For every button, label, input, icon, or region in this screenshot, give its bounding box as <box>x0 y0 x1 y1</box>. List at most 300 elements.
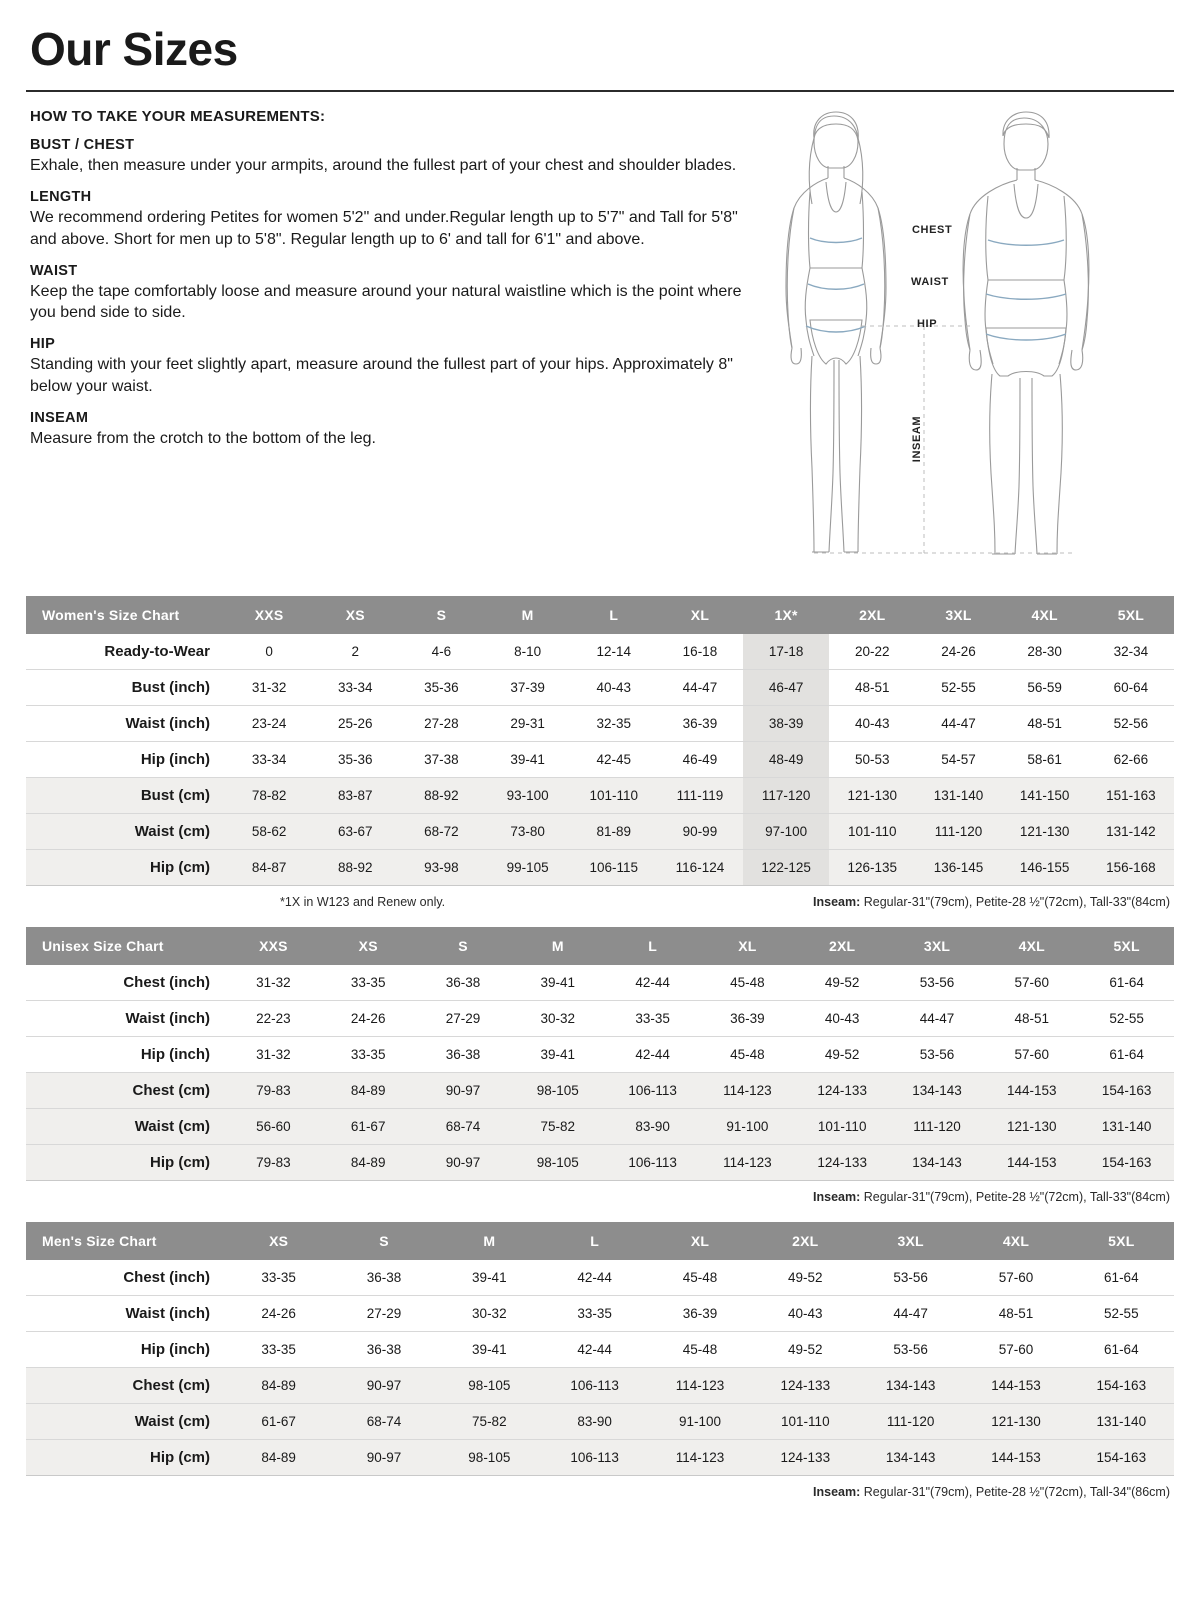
cell: 136-145 <box>915 850 1001 886</box>
measurement-title: LENGTH <box>30 189 92 206</box>
table-row <box>26 706 1174 742</box>
table-row <box>26 1037 1174 1073</box>
inseam-note-text: Regular-31"(79cm), Petite-28 ½"(72cm), Tall-33"(84cm) <box>860 895 1170 909</box>
cell: 52-55 <box>1069 1296 1174 1332</box>
cell: 49-52 <box>753 1332 858 1368</box>
figure-label-waist: WAIST <box>911 276 949 288</box>
cell: 144-153 <box>984 1073 1079 1109</box>
cell: 78-82 <box>226 778 312 814</box>
measurement-title: WAIST <box>30 262 78 279</box>
cell: 12-14 <box>571 634 657 670</box>
row-label: Waist (cm) <box>26 814 226 850</box>
cell: 126-135 <box>829 850 915 886</box>
table-row <box>26 1296 1174 1332</box>
cell: 114-123 <box>700 1073 795 1109</box>
cell: 32-34 <box>1088 634 1174 670</box>
cell: 146-155 <box>1002 850 1088 886</box>
cell: 101-110 <box>571 778 657 814</box>
body-figures-illustration <box>774 108 1174 578</box>
table-row <box>26 1260 1174 1296</box>
cell: 98-105 <box>437 1368 542 1404</box>
cell: 97-100 <box>743 814 829 850</box>
inseam-note-text: Regular-31"(79cm), Petite-28 ½"(72cm), Tall-33"(84cm) <box>860 1190 1170 1204</box>
cell: 33-35 <box>542 1296 647 1332</box>
cell: 53-56 <box>858 1332 963 1368</box>
cell: 83-90 <box>605 1109 700 1145</box>
row-label: Chest (cm) <box>26 1368 226 1404</box>
row-label: Waist (cm) <box>26 1404 226 1440</box>
inseam-note <box>813 895 1170 909</box>
cell: 84-89 <box>226 1440 331 1476</box>
column-header: 1X* <box>743 596 829 634</box>
measurement-block-hip <box>30 336 764 397</box>
cell: 42-44 <box>605 965 700 1001</box>
column-header: 3XL <box>890 927 985 965</box>
cell: 2 <box>312 634 398 670</box>
cell: 68-74 <box>331 1404 436 1440</box>
cell: 106-113 <box>542 1368 647 1404</box>
cell: 4-6 <box>398 634 484 670</box>
cell: 61-64 <box>1079 1037 1174 1073</box>
column-header: 2XL <box>829 596 915 634</box>
cell: 27-28 <box>398 706 484 742</box>
cell: 39-41 <box>437 1260 542 1296</box>
table-row <box>26 1001 1174 1037</box>
cell: 61-67 <box>226 1404 331 1440</box>
figure-label-chest: CHEST <box>912 224 953 236</box>
cell: 54-57 <box>915 742 1001 778</box>
footnote: *1X in W123 and Renew only. <box>280 895 446 909</box>
cell: 45-48 <box>647 1332 752 1368</box>
cell: 116-124 <box>657 850 743 886</box>
cell: 52-55 <box>1079 1001 1174 1037</box>
cell: 45-48 <box>700 965 795 1001</box>
column-header: XXS <box>226 596 312 634</box>
cell: 17-18 <box>743 634 829 670</box>
unisex-size-chart <box>26 927 1174 1204</box>
unisex-chart-notes <box>26 1190 1174 1204</box>
cell: 111-119 <box>657 778 743 814</box>
cell: 37-39 <box>485 670 571 706</box>
cell: 52-56 <box>1088 706 1174 742</box>
cell: 61-64 <box>1069 1260 1174 1296</box>
instructions-heading: HOW TO TAKE YOUR MEASUREMENTS: <box>30 108 326 125</box>
measurement-title: BUST / CHEST <box>30 137 135 153</box>
cell: 154-163 <box>1079 1145 1174 1181</box>
womens-size-table <box>26 596 1174 886</box>
top-section <box>26 108 1174 578</box>
cell: 33-35 <box>226 1260 331 1296</box>
row-label: Waist (cm) <box>26 1109 226 1145</box>
table-row <box>26 1145 1174 1181</box>
column-header: 3XL <box>858 1222 963 1260</box>
table-row <box>26 850 1174 886</box>
column-header: S <box>398 596 484 634</box>
cell: 62-66 <box>1088 742 1174 778</box>
cell: 106-113 <box>605 1145 700 1181</box>
cell: 53-56 <box>858 1260 963 1296</box>
cell: 84-87 <box>226 850 312 886</box>
cell: 33-35 <box>226 1332 331 1368</box>
cell: 101-110 <box>753 1404 858 1440</box>
table-row <box>26 1073 1174 1109</box>
column-header: XL <box>700 927 795 965</box>
measurement-block-bust <box>30 137 764 176</box>
cell: 8-10 <box>485 634 571 670</box>
cell: 20-22 <box>829 634 915 670</box>
cell: 35-36 <box>398 670 484 706</box>
cell: 24-26 <box>226 1296 331 1332</box>
cell: 27-29 <box>331 1296 436 1332</box>
column-header: XS <box>312 596 398 634</box>
column-header: 4XL <box>984 927 1079 965</box>
cell: 36-39 <box>657 706 743 742</box>
cell: 61-67 <box>321 1109 416 1145</box>
cell: 56-60 <box>226 1109 321 1145</box>
cell: 156-168 <box>1088 850 1174 886</box>
cell: 38-39 <box>743 706 829 742</box>
cell: 101-110 <box>829 814 915 850</box>
cell: 49-52 <box>795 1037 890 1073</box>
cell: 49-52 <box>795 965 890 1001</box>
table-row <box>26 1368 1174 1404</box>
cell: 84-89 <box>321 1073 416 1109</box>
cell: 121-130 <box>963 1404 1068 1440</box>
cell: 131-140 <box>1079 1109 1174 1145</box>
column-header: 5XL <box>1069 1222 1174 1260</box>
cell: 154-163 <box>1079 1073 1174 1109</box>
column-header: M <box>485 596 571 634</box>
column-header: 4XL <box>963 1222 1068 1260</box>
figure-label-inseam: INSEAM <box>911 415 924 463</box>
cell: 131-142 <box>1088 814 1174 850</box>
inseam-note-label: Inseam: <box>813 1190 861 1204</box>
cell: 106-113 <box>605 1073 700 1109</box>
cell: 88-92 <box>312 850 398 886</box>
cell: 124-133 <box>753 1440 858 1476</box>
cell: 49-52 <box>753 1260 858 1296</box>
measurement-block-waist <box>30 263 764 324</box>
cell: 68-72 <box>398 814 484 850</box>
cell: 144-153 <box>963 1368 1068 1404</box>
column-header: S <box>331 1222 436 1260</box>
row-label: Hip (cm) <box>26 850 226 886</box>
cell: 45-48 <box>647 1260 752 1296</box>
cell: 79-83 <box>226 1145 321 1181</box>
womens-size-chart <box>26 596 1174 909</box>
column-header: M <box>437 1222 542 1260</box>
table-row <box>26 670 1174 706</box>
cell: 40-43 <box>571 670 657 706</box>
cell: 91-100 <box>700 1109 795 1145</box>
cell: 114-123 <box>647 1368 752 1404</box>
cell: 31-32 <box>226 965 321 1001</box>
cell: 32-35 <box>571 706 657 742</box>
cell: 31-32 <box>226 1037 321 1073</box>
cell: 93-98 <box>398 850 484 886</box>
cell: 48-49 <box>743 742 829 778</box>
cell: 39-41 <box>510 965 605 1001</box>
measurement-block-length <box>30 189 764 250</box>
chart-title: Men's Size Chart <box>26 1222 226 1260</box>
row-label: Chest (inch) <box>26 1260 226 1296</box>
table-row <box>26 965 1174 1001</box>
cell: 63-67 <box>312 814 398 850</box>
cell: 25-26 <box>312 706 398 742</box>
cell: 39-41 <box>510 1037 605 1073</box>
cell: 90-99 <box>657 814 743 850</box>
cell: 111-120 <box>858 1404 963 1440</box>
cell: 44-47 <box>890 1001 985 1037</box>
cell: 48-51 <box>984 1001 1079 1037</box>
cell: 48-51 <box>963 1296 1068 1332</box>
cell: 91-100 <box>647 1404 752 1440</box>
column-header: L <box>571 596 657 634</box>
cell: 75-82 <box>510 1109 605 1145</box>
chart-title: Women's Size Chart <box>26 596 226 634</box>
cell: 48-51 <box>829 670 915 706</box>
table-header-row <box>26 596 1174 634</box>
cell: 40-43 <box>753 1296 858 1332</box>
unisex-size-table <box>26 927 1174 1181</box>
column-header: 3XL <box>915 596 1001 634</box>
body-figures <box>774 108 1174 578</box>
cell: 57-60 <box>963 1260 1068 1296</box>
cell: 36-38 <box>331 1260 436 1296</box>
cell: 33-34 <box>312 670 398 706</box>
cell: 36-38 <box>416 1037 511 1073</box>
column-header: 5XL <box>1079 927 1174 965</box>
column-header: XS <box>321 927 416 965</box>
table-row <box>26 742 1174 778</box>
cell: 101-110 <box>795 1109 890 1145</box>
inseam-note-label: Inseam: <box>813 895 861 909</box>
cell: 22-23 <box>226 1001 321 1037</box>
measurement-instructions <box>26 108 764 462</box>
row-label: Waist (inch) <box>26 706 226 742</box>
cell: 53-56 <box>890 1037 985 1073</box>
table-header-row <box>26 1222 1174 1260</box>
cell: 90-97 <box>416 1073 511 1109</box>
cell: 45-48 <box>700 1037 795 1073</box>
cell: 46-49 <box>657 742 743 778</box>
cell: 61-64 <box>1069 1332 1174 1368</box>
cell: 29-31 <box>485 706 571 742</box>
measurement-text: Standing with your feet slightly apart, measure around the fullest part of your hips. Approximately 8" below your waist. <box>30 356 733 395</box>
row-label: Hip (inch) <box>26 1332 226 1368</box>
cell: 42-44 <box>542 1260 647 1296</box>
cell: 81-89 <box>571 814 657 850</box>
cell: 42-44 <box>605 1037 700 1073</box>
column-header: S <box>416 927 511 965</box>
cell: 90-97 <box>331 1440 436 1476</box>
measurement-block-inseam <box>30 410 764 449</box>
inseam-note-text: Regular-31"(79cm), Petite-28 ½"(72cm), Tall-34"(86cm) <box>860 1485 1170 1499</box>
cell: 33-35 <box>605 1001 700 1037</box>
inseam-note <box>813 1190 1170 1204</box>
cell: 144-153 <box>963 1440 1068 1476</box>
cell: 98-105 <box>510 1073 605 1109</box>
table-row <box>26 778 1174 814</box>
cell: 122-125 <box>743 850 829 886</box>
table-header-row <box>26 927 1174 965</box>
cell: 44-47 <box>858 1296 963 1332</box>
column-header: XL <box>657 596 743 634</box>
cell: 23-24 <box>226 706 312 742</box>
column-header: L <box>605 927 700 965</box>
cell: 121-130 <box>829 778 915 814</box>
measurement-title: INSEAM <box>30 409 89 426</box>
cell: 124-133 <box>753 1368 858 1404</box>
table-row <box>26 1109 1174 1145</box>
cell: 151-163 <box>1088 778 1174 814</box>
row-label: Waist (inch) <box>26 1296 226 1332</box>
row-label: Waist (inch) <box>26 1001 226 1037</box>
cell: 114-123 <box>647 1440 752 1476</box>
table-row <box>26 1332 1174 1368</box>
table-row <box>26 634 1174 670</box>
column-header: 5XL <box>1088 596 1174 634</box>
row-label: Chest (cm) <box>26 1073 226 1109</box>
cell: 84-89 <box>321 1145 416 1181</box>
cell: 42-44 <box>542 1332 647 1368</box>
chart-title: Unisex Size Chart <box>26 927 226 965</box>
mens-size-table <box>26 1222 1174 1476</box>
cell: 42-45 <box>571 742 657 778</box>
cell: 30-32 <box>510 1001 605 1037</box>
cell: 117-120 <box>743 778 829 814</box>
cell: 52-55 <box>915 670 1001 706</box>
cell: 154-163 <box>1069 1440 1174 1476</box>
cell: 46-47 <box>743 670 829 706</box>
cell: 99-105 <box>485 850 571 886</box>
row-label: Hip (inch) <box>26 742 226 778</box>
cell: 44-47 <box>657 670 743 706</box>
row-label: Bust (inch) <box>26 670 226 706</box>
cell: 83-90 <box>542 1404 647 1440</box>
cell: 134-143 <box>890 1073 985 1109</box>
cell: 90-97 <box>331 1368 436 1404</box>
measurement-text: We recommend ordering Petites for women 5'2" and under.Regular length up to 5'7" and Tall for 5'8" and above. Short for men up to 5'8". Regular length up to 6' and tall for 6'1" and above. <box>30 209 738 248</box>
cell: 121-130 <box>984 1109 1079 1145</box>
cell: 98-105 <box>437 1440 542 1476</box>
cell: 0 <box>226 634 312 670</box>
cell: 50-53 <box>829 742 915 778</box>
cell: 134-143 <box>858 1368 963 1404</box>
column-header: M <box>510 927 605 965</box>
column-header: XS <box>226 1222 331 1260</box>
column-header: XL <box>647 1222 752 1260</box>
cell: 121-130 <box>1002 814 1088 850</box>
cell: 53-56 <box>890 965 985 1001</box>
measurement-text: Exhale, then measure under your armpits, around the fullest part of your chest and shoulder blades. <box>30 157 737 174</box>
cell: 61-64 <box>1079 965 1174 1001</box>
cell: 111-120 <box>915 814 1001 850</box>
cell: 40-43 <box>829 706 915 742</box>
row-label: Ready-to-Wear <box>26 634 226 670</box>
cell: 88-92 <box>398 778 484 814</box>
cell: 44-47 <box>915 706 1001 742</box>
cell: 106-113 <box>542 1440 647 1476</box>
inseam-note-label: Inseam: <box>813 1485 861 1499</box>
cell: 93-100 <box>485 778 571 814</box>
cell: 36-38 <box>331 1332 436 1368</box>
cell: 31-32 <box>226 670 312 706</box>
cell: 141-150 <box>1002 778 1088 814</box>
cell: 144-153 <box>984 1145 1079 1181</box>
row-label: Hip (cm) <box>26 1145 226 1181</box>
cell: 35-36 <box>312 742 398 778</box>
womens-chart-notes <box>26 895 1174 909</box>
table-row <box>26 814 1174 850</box>
cell: 134-143 <box>890 1145 985 1181</box>
column-header: 2XL <box>753 1222 858 1260</box>
cell: 33-34 <box>226 742 312 778</box>
cell: 111-120 <box>890 1109 985 1145</box>
mens-chart-notes <box>26 1485 1174 1499</box>
cell: 106-115 <box>571 850 657 886</box>
figure-label-hip: HIP <box>917 318 938 330</box>
cell: 40-43 <box>795 1001 890 1037</box>
column-header: XXS <box>226 927 321 965</box>
column-header: L <box>542 1222 647 1260</box>
cell: 24-26 <box>915 634 1001 670</box>
cell: 27-29 <box>416 1001 511 1037</box>
cell: 60-64 <box>1088 670 1174 706</box>
row-label: Hip (inch) <box>26 1037 226 1073</box>
cell: 79-83 <box>226 1073 321 1109</box>
mens-size-chart <box>26 1222 1174 1499</box>
cell: 131-140 <box>915 778 1001 814</box>
cell: 30-32 <box>437 1296 542 1332</box>
row-label: Chest (inch) <box>26 965 226 1001</box>
table-row <box>26 1440 1174 1476</box>
cell: 57-60 <box>963 1332 1068 1368</box>
cell: 37-38 <box>398 742 484 778</box>
column-header: 4XL <box>1002 596 1088 634</box>
cell: 154-163 <box>1069 1368 1174 1404</box>
cell: 57-60 <box>984 1037 1079 1073</box>
cell: 56-59 <box>1002 670 1088 706</box>
measurement-text: Measure from the crotch to the bottom of the leg. <box>30 429 376 447</box>
page-title: Our Sizes <box>30 23 238 75</box>
cell: 39-41 <box>485 742 571 778</box>
cell: 24-26 <box>321 1001 416 1037</box>
row-label: Bust (cm) <box>26 778 226 814</box>
table-row <box>26 1404 1174 1440</box>
cell: 36-38 <box>416 965 511 1001</box>
cell: 73-80 <box>485 814 571 850</box>
cell: 16-18 <box>657 634 743 670</box>
cell: 28-30 <box>1002 634 1088 670</box>
cell: 75-82 <box>437 1404 542 1440</box>
title-divider <box>26 90 1174 92</box>
measurement-text: Keep the tape comfortably loose and measure around your natural waistline which is the point where you bend side to side. <box>30 282 742 322</box>
cell: 39-41 <box>437 1332 542 1368</box>
cell: 98-105 <box>510 1145 605 1181</box>
cell: 58-61 <box>1002 742 1088 778</box>
cell: 68-74 <box>416 1109 511 1145</box>
measurement-title: HIP <box>30 336 56 353</box>
cell: 90-97 <box>416 1145 511 1181</box>
cell: 33-35 <box>321 965 416 1001</box>
cell: 84-89 <box>226 1368 331 1404</box>
cell: 114-123 <box>700 1145 795 1181</box>
cell: 36-39 <box>647 1296 752 1332</box>
cell: 57-60 <box>984 965 1079 1001</box>
cell: 131-140 <box>1069 1404 1174 1440</box>
cell: 58-62 <box>226 814 312 850</box>
